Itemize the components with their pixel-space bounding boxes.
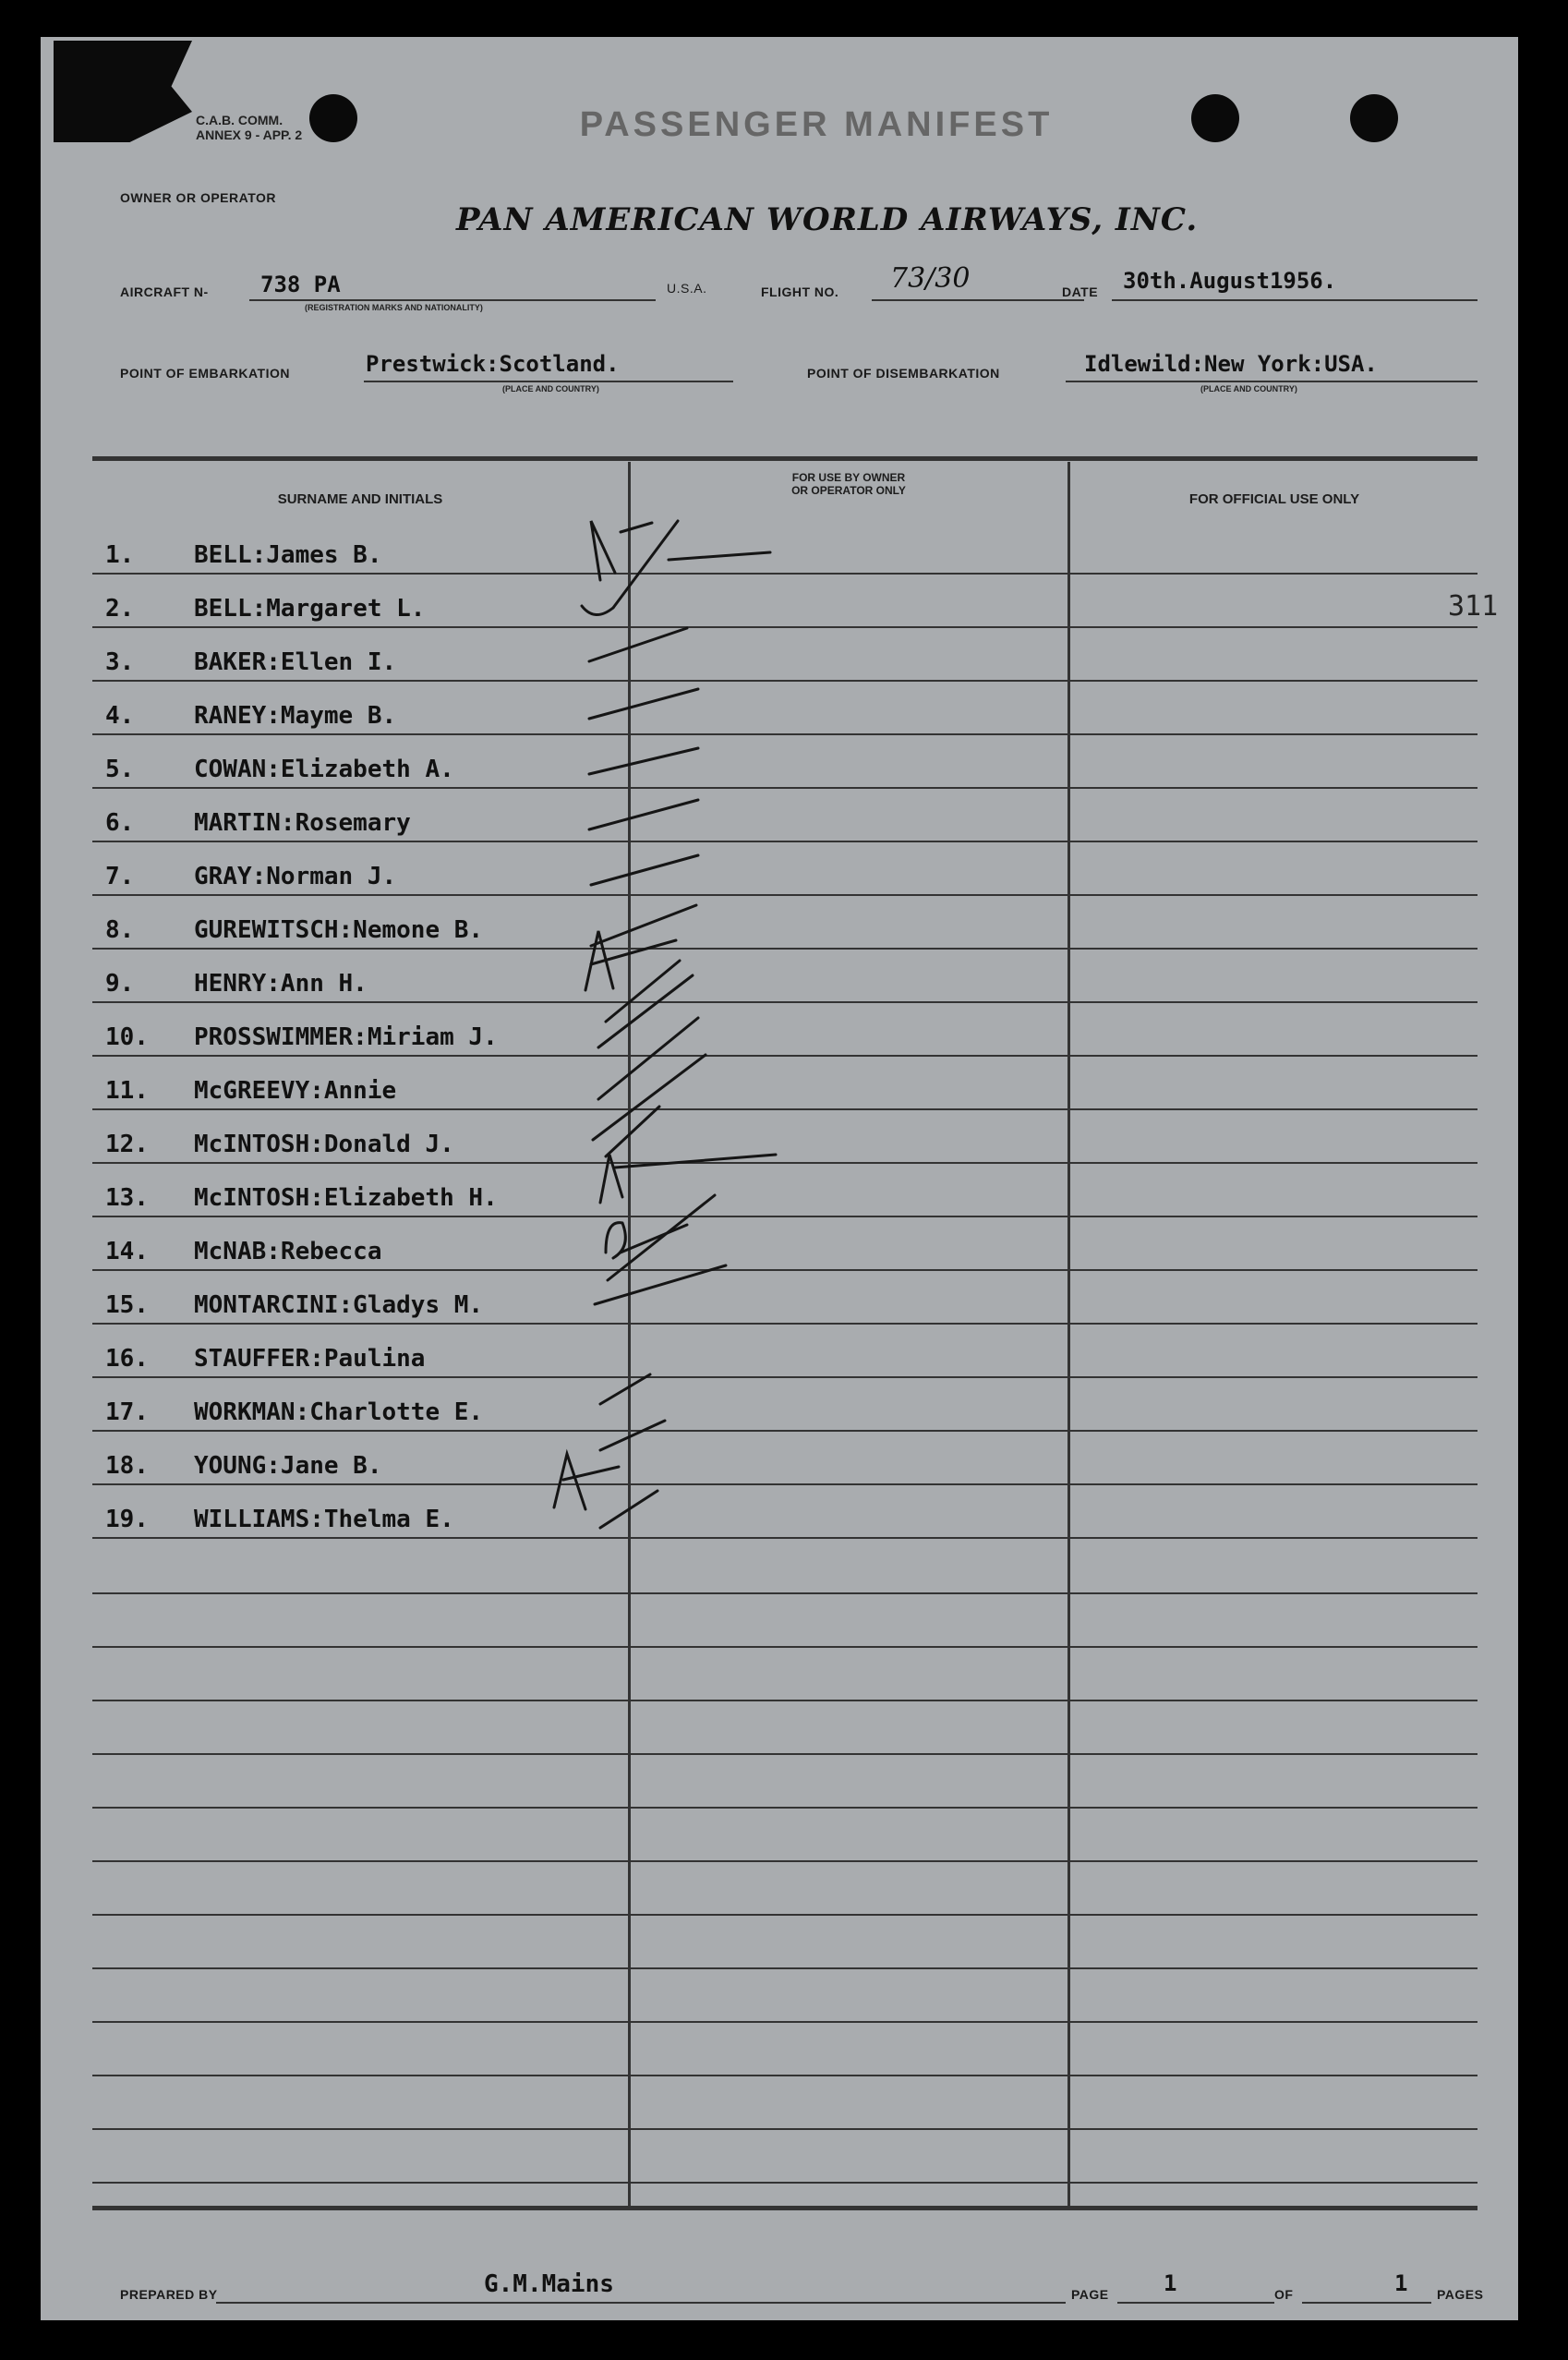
flight-label: FLIGHT NO. (761, 284, 839, 299)
passenger-number: 4. (105, 702, 135, 730)
surname-column-header: SURNAME AND INITIALS (277, 491, 443, 507)
passenger-name: MARTIN:Rosemary (194, 809, 411, 837)
disembarkation-sublabel: (PLACE AND COUNTRY) (1200, 384, 1297, 393)
passenger-name: YOUNG:Jane B. (194, 1452, 382, 1480)
disembarkation-value: Idlewild:New York:USA. (1084, 351, 1378, 377)
passenger-number: 17. (105, 1398, 149, 1426)
passenger-name: GUREWITSCH:Nemone B. (194, 916, 484, 944)
page-number: 1 (1164, 2270, 1177, 2296)
passenger-name: McNAB:Rebecca (194, 1238, 382, 1265)
owner-use-header-1: FOR USE BY OWNER (791, 471, 906, 484)
passenger-number: 14. (105, 1238, 149, 1265)
passenger-number: 10. (105, 1023, 149, 1051)
date-label: DATE (1062, 284, 1099, 299)
aircraft-sublabel: (REGISTRATION MARKS AND NATIONALITY) (305, 303, 483, 312)
passenger-name: WORKMAN:Charlotte E. (194, 1398, 484, 1426)
passenger-number: 5. (105, 756, 135, 783)
embarkation-label: POINT OF EMBARKATION (120, 366, 290, 381)
passenger-name: STAUFFER:Paulina (194, 1345, 426, 1373)
passenger-name: McGREEVY:Annie (194, 1077, 397, 1105)
date-value: 30th.August1956. (1123, 268, 1337, 294)
passenger-name: COWAN:Elizabeth A. (194, 756, 454, 783)
passenger-number: 19. (105, 1506, 149, 1533)
page-label: PAGE (1071, 2287, 1109, 2302)
passenger-number: 6. (105, 809, 135, 837)
manifest-sheet (41, 37, 1518, 2320)
pages-label: PAGES (1437, 2287, 1484, 2302)
owner-use-header-2: OR OPERATOR ONLY (791, 484, 906, 497)
form-reference-line-2: ANNEX 9 - APP. 2 (196, 127, 303, 142)
total-pages: 1 (1394, 2270, 1408, 2296)
passenger-number: 12. (105, 1131, 149, 1158)
passenger-name: BAKER:Ellen I. (194, 648, 397, 676)
aircraft-value: 738 PA (260, 272, 341, 297)
passenger-name: RANEY:Mayme B. (194, 702, 397, 730)
passenger-number: 18. (105, 1452, 149, 1480)
passenger-number: 8. (105, 916, 135, 944)
handwritten-check-marks (41, 37, 1518, 2320)
passenger-number: 7. (105, 863, 135, 890)
country-label: U.S.A. (667, 281, 707, 296)
passenger-name: BELL:Margaret L. (194, 595, 426, 623)
passenger-number: 16. (105, 1345, 149, 1373)
passenger-name: HENRY:Ann H. (194, 970, 368, 998)
passenger-name: PROSSWIMMER:Miriam J. (194, 1023, 498, 1051)
disembarkation-label: POINT OF DISEMBARKATION (807, 366, 1000, 381)
passenger-name: WILLIAMS:Thelma E. (194, 1506, 454, 1533)
passenger-number: 2. (105, 595, 135, 623)
form-title: PASSENGER MANIFEST (579, 105, 1054, 144)
passenger-number: 13. (105, 1184, 149, 1212)
passenger-number: 1. (105, 541, 135, 569)
prepared-by-label: PREPARED BY (120, 2287, 218, 2302)
prepared-by-value: G.M.Mains (484, 2270, 614, 2298)
passenger-name: MONTARCINI:Gladys M. (194, 1291, 484, 1319)
aircraft-label: AIRCRAFT N- (120, 284, 209, 299)
flight-value: 73/30 (890, 262, 971, 295)
embarkation-value: Prestwick:Scotland. (366, 351, 620, 377)
passenger-number: 3. (105, 648, 135, 676)
passenger-number: 11. (105, 1077, 149, 1105)
embarkation-sublabel: (PLACE AND COUNTRY) (502, 384, 599, 393)
passenger-number: 9. (105, 970, 135, 998)
form-reference (196, 113, 302, 142)
of-label: OF (1274, 2287, 1294, 2302)
table-bottom-rule (92, 2206, 1478, 2210)
official-use-column-header: FOR OFFICIAL USE ONLY (1188, 491, 1360, 507)
operator-name: PAN AMERICAN WORLD AIRWAYS, INC. (456, 201, 1199, 238)
passenger-name: McINTOSH:Donald J. (194, 1131, 454, 1158)
official-use-entry: 311 (1448, 590, 1499, 623)
owner-label: OWNER OR OPERATOR (120, 190, 276, 205)
form-reference-line-1: C.A.B. COMM. (196, 113, 283, 127)
passenger-name: GRAY:Norman J. (194, 863, 397, 890)
passenger-name: BELL:James B. (194, 541, 382, 569)
passenger-number: 15. (105, 1291, 149, 1319)
passenger-name: McINTOSH:Elizabeth H. (194, 1184, 498, 1212)
